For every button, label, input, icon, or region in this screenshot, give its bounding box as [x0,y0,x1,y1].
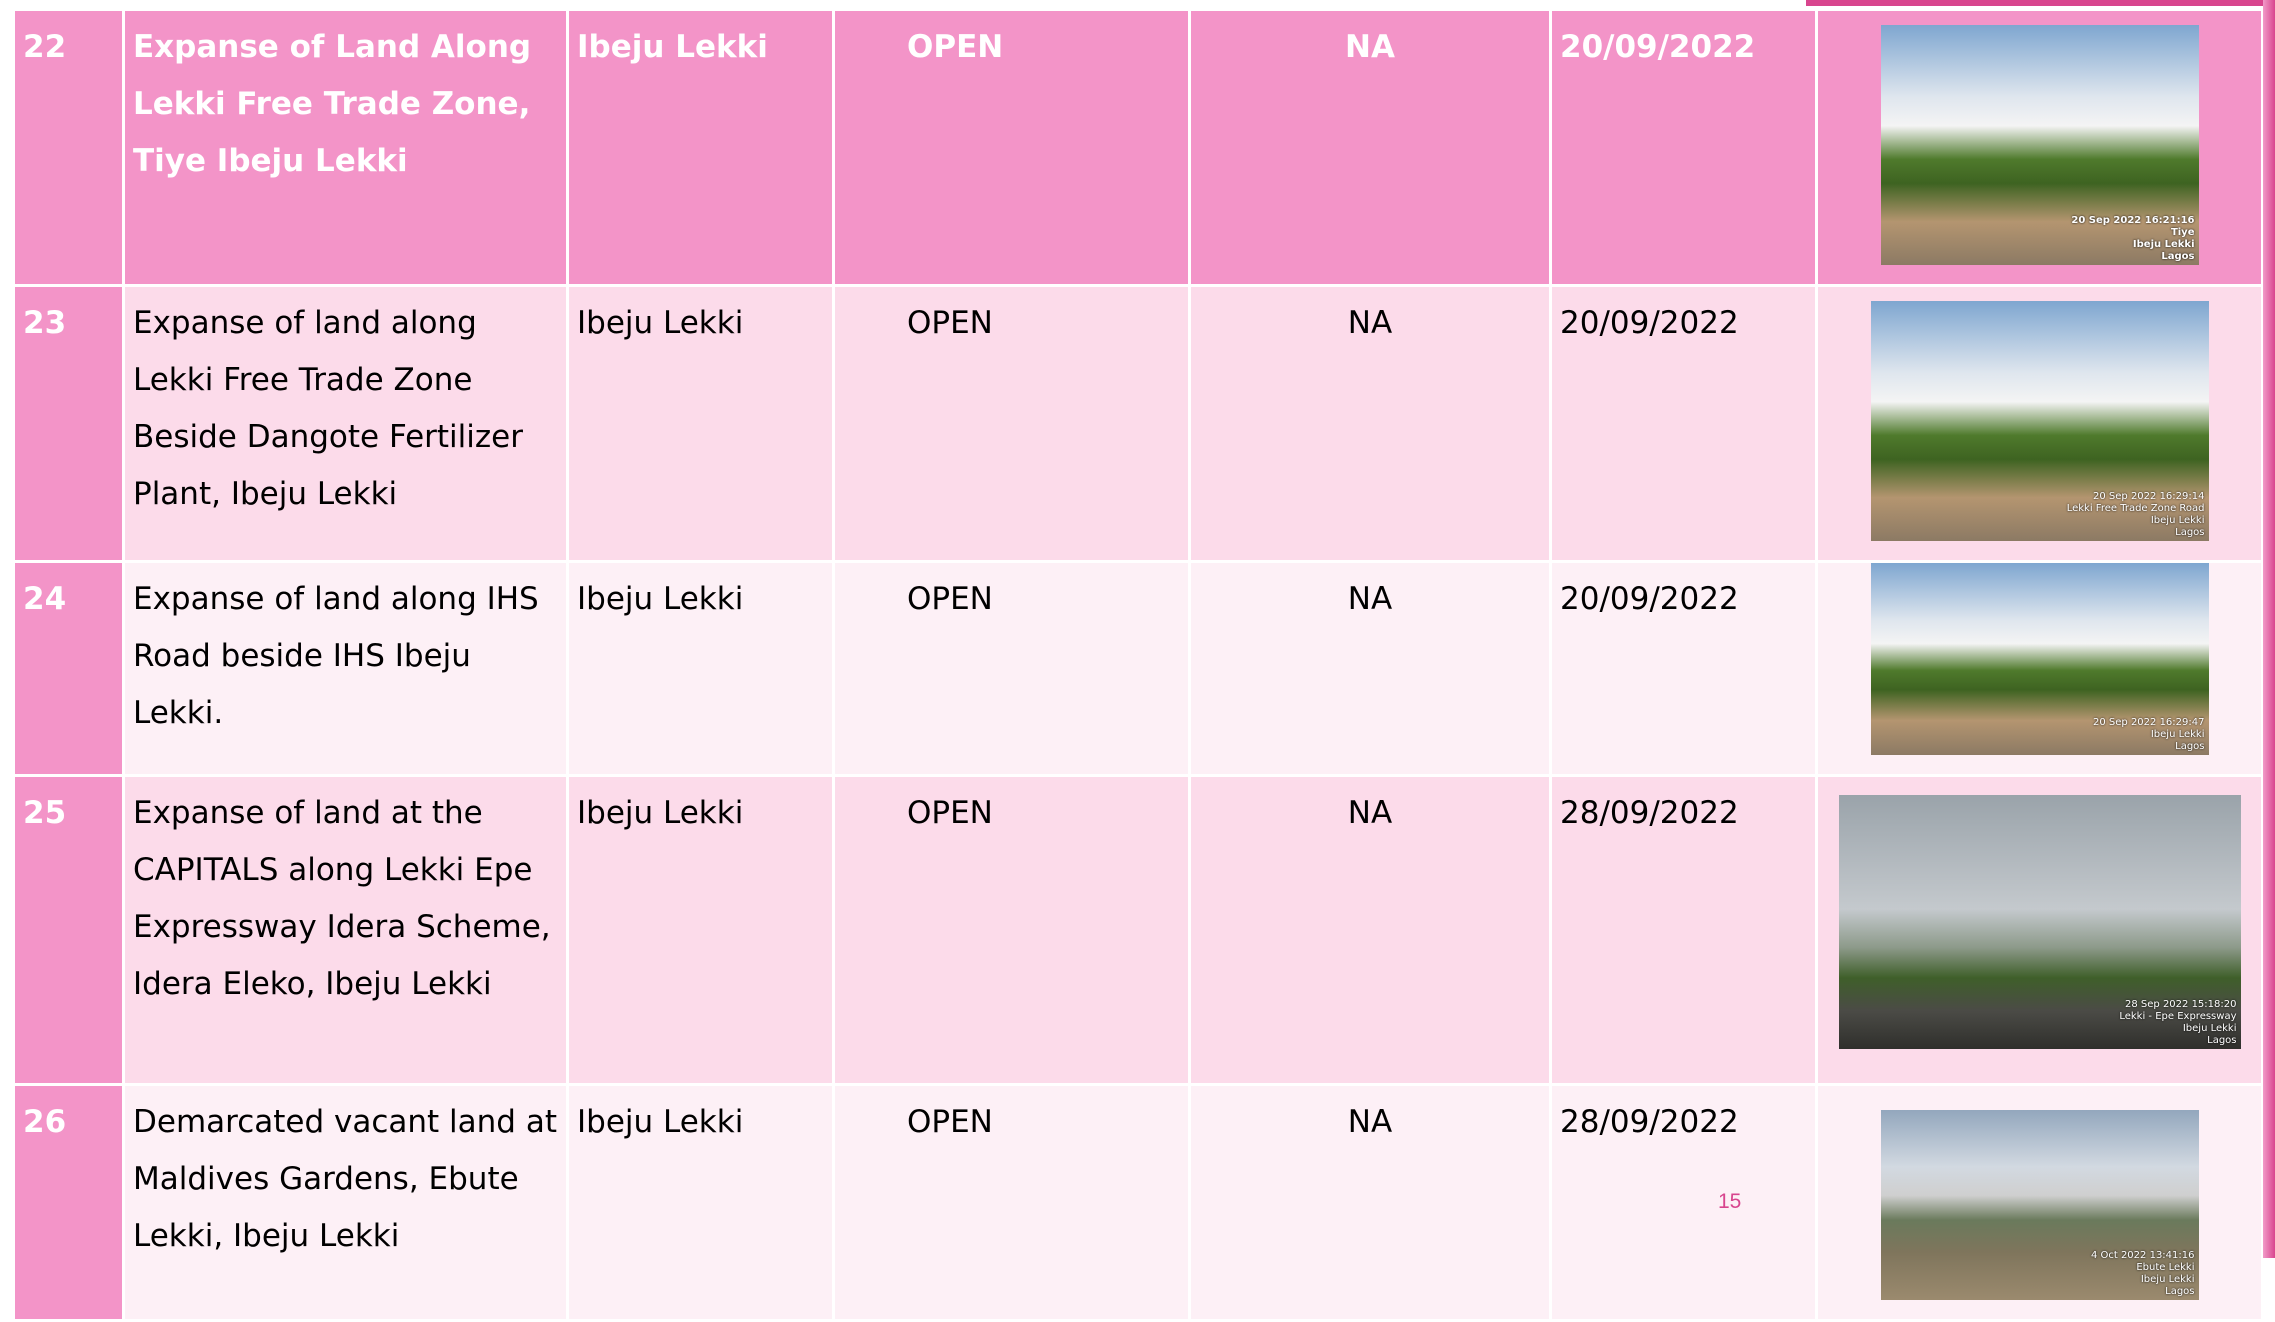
row-number: 24 [15,563,122,774]
site-description: Expanse of land along Lekki Free Trade Zone Beside Dangote Fertilizer Plant, Ibeju Lekki [125,287,566,560]
site-photo-cell [1818,287,2261,560]
photo-timestamp: 28 Sep 2022 15:18:20 Lekki - Epe Expressway Ibeju Lekki Lagos [2119,999,2237,1046]
site-photo-icon [1871,301,2209,541]
site-description: Demarcated vacant land at Maldives Gardens, Ebute Lekki, Ibeju Lekki [125,1086,566,1319]
photo-timestamp: 20 Sep 2022 16:21:16 Tiye Ibeju Lekki Lagos [2071,215,2195,262]
slide-top-accent-bar [1806,0,2275,6]
site-description: Expanse of Land Along Lekki Free Trade Zone, Tiye Ibeju Lekki [125,11,566,284]
inspection-date: 20/09/2022 [1552,11,1815,284]
row-number: 26 [15,1086,122,1319]
table-row [15,11,2261,284]
site-status: OPEN [835,287,1188,560]
page-number: 15 [1718,1190,1742,1213]
photo-timestamp: 4 Oct 2022 13:41:16 Ebute Lekki Ibeju Lekki Lagos [2090,1250,2195,1297]
row-number: 22 [15,11,122,284]
site-photo-icon [1881,25,2199,265]
site-lga: Ibeju Lekki [569,287,832,560]
inspection-date: 20/09/2022 [1552,563,1815,774]
inspection-date: 28/09/2022 [1552,777,1815,1083]
site-status: OPEN [835,777,1188,1083]
site-photo-cell [1818,1086,2261,1319]
site-photo-cell [1818,11,2261,284]
table-row [15,287,2261,560]
site-lga: Ibeju Lekki [569,563,832,774]
site-reference: NA [1191,563,1549,774]
site-reference: NA [1191,11,1549,284]
site-photo-cell [1818,563,2261,774]
site-reference: NA [1191,1086,1549,1319]
photo-timestamp: 20 Sep 2022 16:29:47 Ibeju Lekki Lagos [2093,717,2205,752]
site-lga: Ibeju Lekki [569,11,832,284]
site-reference: NA [1191,777,1549,1083]
row-number: 23 [15,287,122,560]
site-photo-cell [1818,777,2261,1083]
site-photo-icon [1839,795,2241,1049]
row-number: 25 [15,777,122,1083]
site-photo-icon [1881,1110,2199,1300]
table-row [15,563,2261,774]
site-photo-icon [1871,563,2209,755]
site-status: OPEN [835,563,1188,774]
site-description: Expanse of land at the CAPITALS along Lekki Epe Expressway Idera Scheme, Idera Eleko, Ibeju Lekki [125,777,566,1083]
slide-right-accent-bar [2263,0,2275,1258]
site-reference: NA [1191,287,1549,560]
inspection-date: 28/09/2022 [1552,1086,1815,1319]
site-status: OPEN [835,1086,1188,1319]
site-description: Expanse of land along IHS Road beside IHS Ibeju Lekki. [125,563,566,774]
site-lga: Ibeju Lekki [569,777,832,1083]
table-row [15,1086,2261,1319]
inspection-date: 20/09/2022 [1552,287,1815,560]
site-lga: Ibeju Lekki [569,1086,832,1319]
table-row [15,777,2261,1083]
photo-timestamp: 20 Sep 2022 16:29:14 Lekki Free Trade Zone Road Ibeju Lekki Lagos [2066,491,2205,538]
site-status: OPEN [835,11,1188,284]
land-sites-table [12,8,2264,1322]
